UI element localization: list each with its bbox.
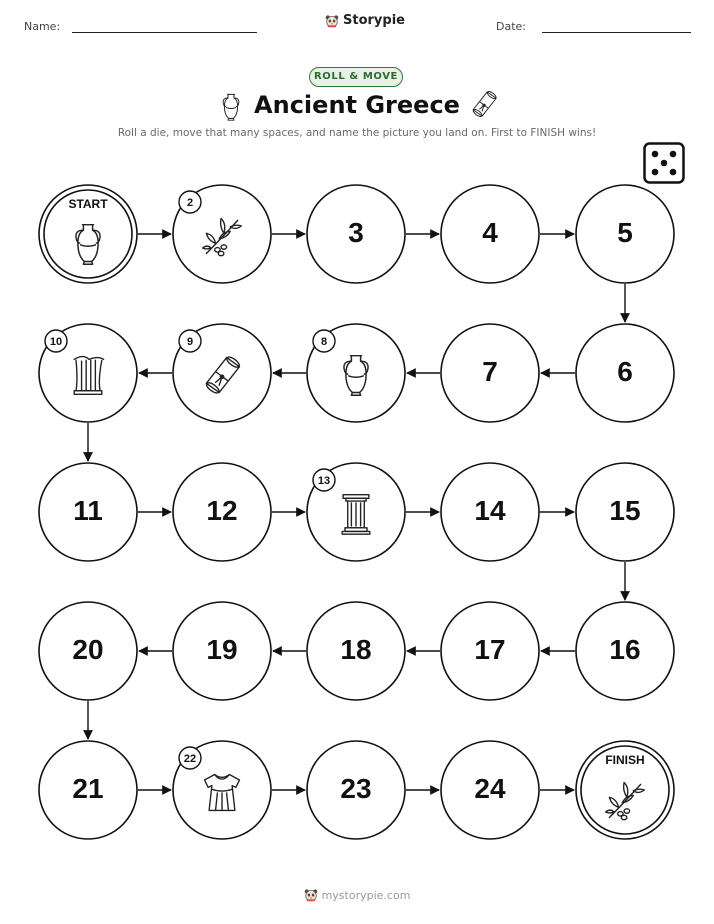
space-number: 19 [206, 634, 238, 665]
space-number: 11 [73, 495, 103, 526]
space-number: 8 [320, 336, 328, 348]
panda-mascot-icon [304, 888, 318, 902]
finish-label: FINISH [605, 753, 645, 767]
space-number: 16 [609, 634, 641, 665]
space-number: 7 [482, 356, 498, 387]
space-number: 24 [474, 773, 506, 804]
space-number: 17 [474, 634, 506, 665]
space-number: 20 [72, 634, 104, 665]
space-number: 22 [183, 753, 197, 765]
date-label: Date: [496, 20, 526, 33]
name-label: Name: [24, 20, 61, 33]
activity-badge: ROLL & MOVE [309, 67, 403, 87]
space-number: 21 [72, 773, 104, 804]
space-number: 18 [340, 634, 372, 665]
space-number: 10 [49, 336, 63, 348]
page-title: Ancient Greece [254, 91, 460, 119]
footer [0, 888, 714, 902]
instructions: Roll a die, move that many spaces, and name the picture you land on. First to FINISH wins! [117, 127, 597, 139]
start-label: START [68, 197, 108, 211]
space-number: 2 [186, 197, 194, 209]
space-number: 12 [206, 495, 238, 526]
footer-url[interactable]: mystorypie.com [321, 888, 411, 902]
space-number: 5 [617, 217, 633, 248]
space-number: 6 [617, 356, 633, 387]
space-number: 4 [482, 217, 498, 248]
space-number: 23 [340, 773, 372, 804]
space-number: 9 [186, 336, 194, 348]
space-number: 13 [317, 475, 331, 487]
space-number: 3 [348, 217, 364, 248]
space-number: 14 [474, 495, 506, 526]
brand-name: Storypie [343, 13, 405, 28]
space-number: 15 [609, 495, 641, 526]
